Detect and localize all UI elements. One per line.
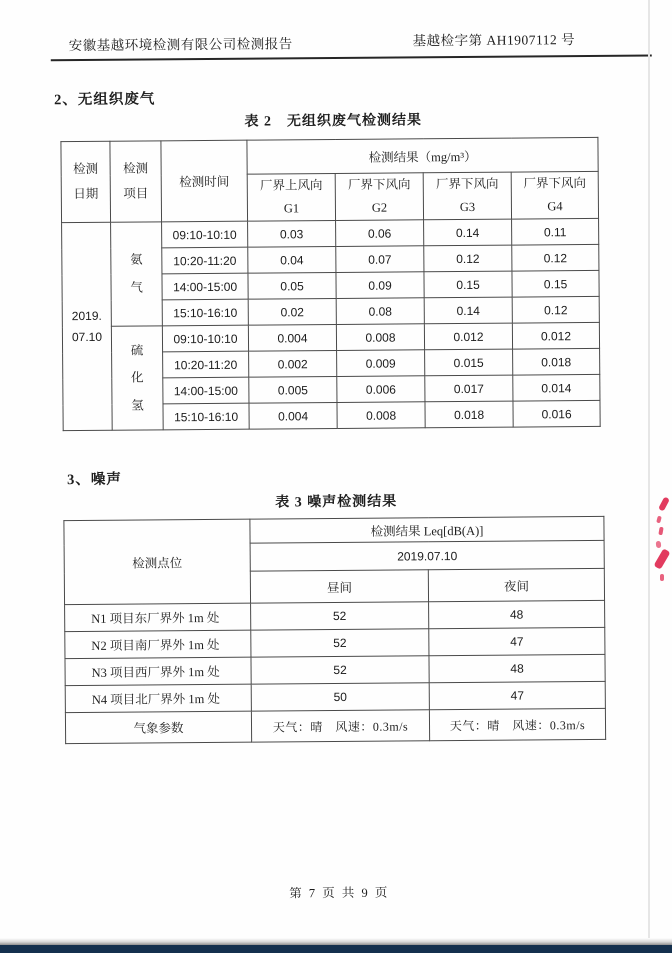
scan-background-strip [0, 945, 672, 953]
value-cell: 0.018 [425, 401, 513, 428]
value-cell: 47 [429, 627, 605, 655]
table2-header-result: 检测结果（mg/m³） [247, 137, 598, 174]
table-row [65, 600, 605, 631]
value-cell: 47 [429, 681, 605, 709]
value-cell: 0.11 [512, 219, 599, 246]
page-number: 第 7 页 共 9 页 [289, 885, 390, 901]
value-cell: 52 [251, 602, 429, 630]
waste-gas-table [60, 137, 600, 431]
point-cell: N1 项目东厂界外 1m 处 [65, 603, 251, 631]
value-cell: 0.14 [424, 219, 512, 246]
value-cell: 52 [251, 629, 429, 657]
value-cell: 0.012 [424, 323, 512, 350]
table3-header-date: 2019.07.10 [250, 540, 604, 571]
value-cell: 0.15 [512, 271, 599, 298]
table2-header-g2: 厂界下风向 G2 [335, 173, 423, 221]
time-cell: 09:10-10:10 [162, 221, 248, 248]
value-cell: 0.008 [336, 324, 424, 351]
point-cell: N3 项目西厂界外 1m 处 [65, 657, 251, 685]
value-cell: 0.006 [337, 376, 425, 403]
weather-label-cell: 气象参数 [65, 711, 251, 743]
noise-table [63, 516, 606, 744]
table2-header-g3: 厂界下风向 G3 [423, 172, 511, 220]
value-cell: 0.002 [249, 351, 337, 378]
table3-caption: 表 3 噪声检测结果 [275, 494, 398, 511]
section-heading-noise: 3、噪声 [67, 471, 122, 489]
value-cell: 48 [429, 600, 605, 628]
value-cell: 0.004 [249, 403, 337, 430]
value-cell: 0.015 [425, 349, 513, 376]
value-cell: 0.008 [337, 402, 425, 429]
point-cell: N2 项目南厂界外 1m 处 [65, 630, 251, 658]
table-row [65, 627, 605, 658]
value-cell: 0.04 [248, 247, 336, 274]
table-row [61, 137, 598, 175]
table-row [65, 681, 605, 712]
time-cell: 14:00-15:00 [163, 377, 249, 404]
item-cell-ammonia: 氨 气 [111, 222, 163, 326]
table2-header-time: 检测时间 [161, 140, 248, 222]
page-edge-shadow [0, 938, 672, 945]
table2-header-g1: 厂界上风向 G1 [247, 173, 335, 221]
time-cell: 15:10-16:10 [163, 403, 249, 430]
table3-header-day: 昼间 [250, 570, 428, 603]
value-cell: 0.014 [513, 375, 600, 402]
value-cell: 0.005 [249, 377, 337, 404]
table-row [65, 654, 605, 685]
value-cell: 0.12 [512, 245, 599, 272]
page-edge-line [648, 0, 650, 953]
date-cell: 2019. 07.10 [62, 223, 113, 431]
value-cell: 0.05 [248, 273, 336, 300]
time-cell: 10:20-11:20 [162, 247, 248, 274]
section-heading-waste-gas: 2、无组织废气 [54, 91, 156, 109]
value-cell: 0.09 [336, 272, 424, 299]
table2-header-item: 检测 项目 [110, 141, 162, 223]
header-rule [51, 55, 652, 62]
value-cell: 0.009 [337, 350, 425, 377]
table2-header-g4: 厂界下风向 G4 [511, 171, 598, 219]
value-cell: 0.02 [248, 299, 336, 326]
table2-caption: 表 2 无组织废气检测结果 [244, 113, 423, 130]
value-cell: 0.15 [424, 271, 512, 298]
value-cell: 0.06 [336, 220, 424, 247]
value-cell: 0.14 [424, 297, 512, 324]
value-cell: 0.016 [513, 401, 600, 428]
weather-day-cell: 天气：晴 风速：0.3m/s [251, 710, 429, 742]
time-cell: 09:10-10:10 [162, 325, 248, 352]
table-row [65, 708, 605, 743]
time-cell: 14:00-15:00 [162, 273, 248, 300]
value-cell: 0.03 [248, 221, 336, 248]
weather-night-cell: 天气：晴 风速：0.3m/s [429, 708, 605, 740]
item-cell-hydrogen-sulfide: 硫 化 氢 [111, 326, 163, 430]
table3-header-result: 检测结果 Leq[dB(A)] [250, 516, 604, 543]
value-cell: 0.017 [425, 375, 513, 402]
time-cell: 10:20-11:20 [163, 351, 249, 378]
value-cell: 0.018 [513, 349, 600, 376]
value-cell: 0.004 [248, 325, 336, 352]
table3-header-point: 检测点位 [64, 519, 251, 604]
table3-header-night: 夜间 [428, 568, 604, 601]
table2-header-date: 检测 日期 [61, 141, 111, 223]
time-cell: 15:10-16:10 [162, 299, 248, 326]
value-cell: 48 [429, 654, 605, 682]
value-cell: 52 [251, 656, 429, 684]
red-stamp-mark [660, 574, 664, 581]
value-cell: 0.12 [512, 297, 599, 324]
value-cell: 0.08 [336, 298, 424, 325]
report-header-title: 安徽基越环境检测有限公司检测报告 [68, 36, 293, 54]
value-cell: 0.012 [512, 323, 599, 350]
report-number: 基越检字第 AH1907112 号 [412, 32, 576, 49]
red-stamp-mark [656, 541, 662, 548]
point-cell: N4 项目北厂界外 1m 处 [65, 684, 251, 712]
value-cell: 50 [251, 683, 429, 711]
value-cell: 0.12 [424, 245, 512, 272]
value-cell: 0.07 [336, 246, 424, 273]
